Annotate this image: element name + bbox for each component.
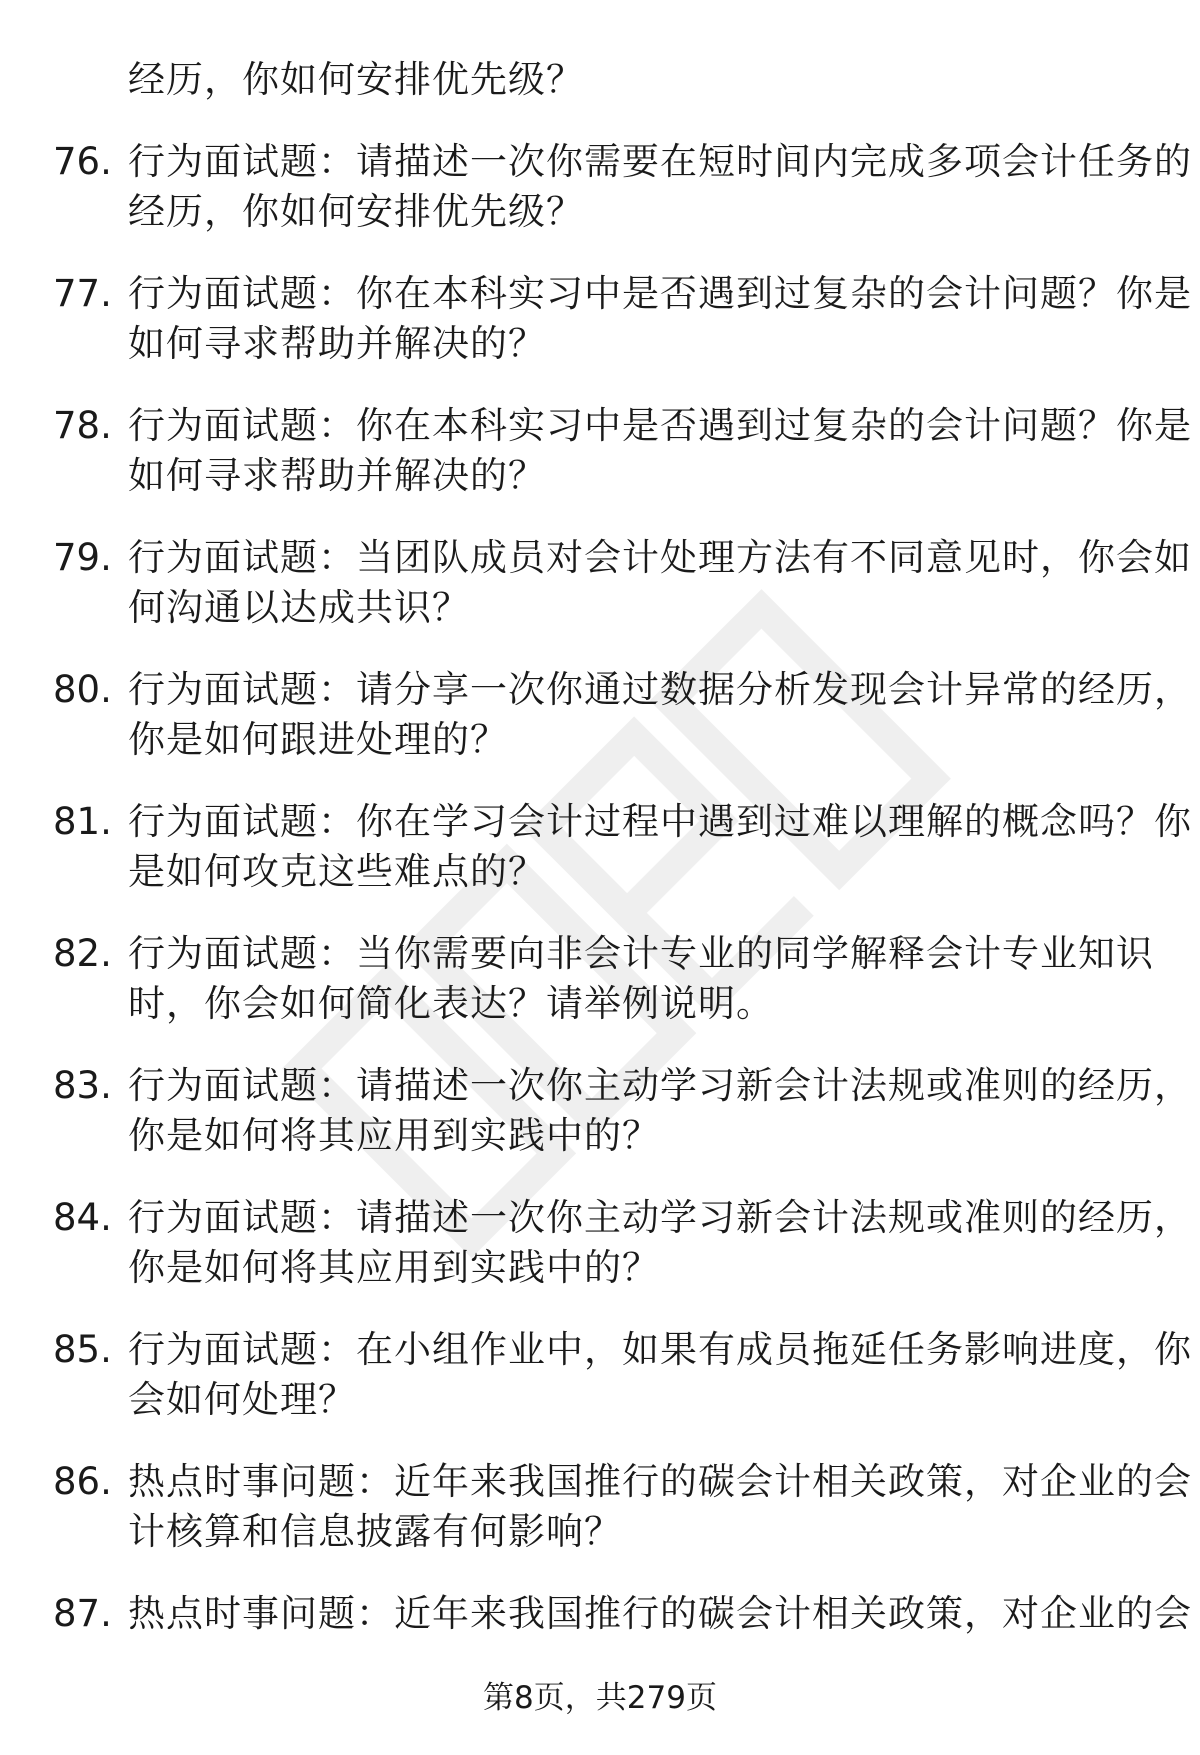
page-footer: 第8页，共279页 [483,1680,717,1716]
question-text [128,269,1192,369]
question-line: 如何寻求帮助并解决的？ [128,454,546,497]
question-number: 85. [53,1328,112,1371]
question-number: 76. [53,140,112,183]
question-line: 行为面试题：请分享一次你通过数据分析发现会计异常的经历， [128,668,1192,711]
question-text [128,665,1192,765]
question-item [0,1457,1200,1557]
question-line: 热点时事问题：近年来我国推行的碳会计相关政策，对企业的会 [128,1592,1192,1635]
question-text [128,797,1192,897]
question-list [0,55,1200,1639]
question-item [0,1061,1200,1161]
question-text [128,533,1192,633]
question-text [128,137,1192,237]
question-item [0,1589,1200,1639]
question-line: 你是如何跟进处理的？ [128,718,508,761]
question-line: 行为面试题：请描述一次你主动学习新会计法规或准则的经历， [128,1196,1192,1239]
question-number: 82. [53,932,112,975]
question-number: 79. [53,536,112,579]
question-item [0,533,1200,633]
question-line: 你是如何将其应用到实践中的？ [128,1114,660,1157]
question-item [0,269,1200,369]
question-line: 行为面试题：请描述一次你主动学习新会计法规或准则的经历， [128,1064,1192,1107]
question-item [0,665,1200,765]
question-number: 86. [53,1460,112,1503]
question-line: 如何寻求帮助并解决的？ [128,322,546,365]
question-item [0,929,1200,1029]
question-line: 是如何攻克这些难点的？ [128,850,546,893]
question-line: 会如何处理？ [128,1378,356,1421]
question-line: 行为面试题：你在学习会计过程中遇到过难以理解的概念吗？你 [128,800,1192,843]
question-text [128,401,1192,501]
question-item [0,1193,1200,1293]
question-line: 行为面试题：请描述一次你需要在短时间内完成多项会计任务的 [128,140,1192,183]
question-line: 何沟通以达成共识？ [128,586,470,629]
question-line: 时，你会如何简化表达？请举例说明。 [128,982,774,1025]
question-number: 78. [53,404,112,447]
question-text [128,1193,1192,1293]
question-text [128,929,1154,1029]
question-number: 80. [53,668,112,711]
question-text [128,1589,1192,1639]
question-number: 84. [53,1196,112,1239]
question-number: 81. [53,800,112,843]
question-number: 87. [53,1592,112,1635]
question-item [0,137,1200,237]
question-text [128,1457,1192,1557]
question-line: 行为面试题：当团队成员对会计处理方法有不同意见时，你会如 [128,536,1192,579]
question-line: 行为面试题：你在本科实习中是否遇到过复杂的会计问题？你是 [128,404,1192,447]
question-line: 经历，你如何安排优先级？ [128,190,584,233]
question-line: 计核算和信息披露有何影响？ [128,1510,622,1553]
question-line: 行为面试题：在小组作业中，如果有成员拖延任务影响进度，你 [128,1328,1192,1371]
continued-question-text: 经历，你如何安排优先级？ [128,58,584,101]
question-line: 行为面试题：你在本科实习中是否遇到过复杂的会计问题？你是 [128,272,1192,315]
question-number: 83. [53,1064,112,1107]
question-item [0,797,1200,897]
question-number: 77. [53,272,112,315]
question-item [0,1325,1200,1425]
question-line: 你是如何将其应用到实践中的？ [128,1246,660,1289]
question-line: 行为面试题：当你需要向非会计专业的同学解释会计专业知识 [128,932,1154,975]
question-item [0,401,1200,501]
question-text [128,1061,1192,1161]
question-line: 热点时事问题：近年来我国推行的碳会计相关政策，对企业的会 [128,1460,1192,1503]
question-text [128,1325,1192,1425]
